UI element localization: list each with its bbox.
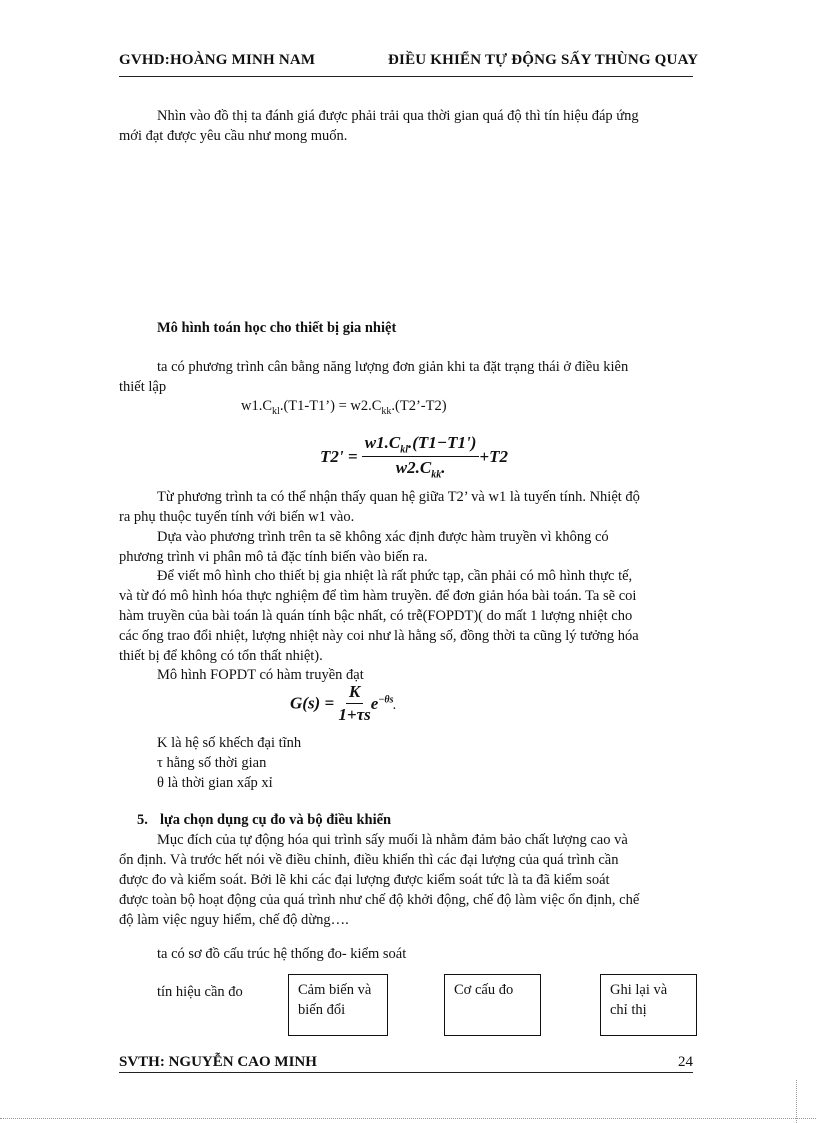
- eq2-lhs: T2' =: [320, 446, 358, 466]
- definition-k: K là hệ số khếch đại tĩnh: [157, 735, 302, 751]
- header-divider: [119, 76, 693, 77]
- eq2-den-text: w2.C: [395, 458, 432, 478]
- box-record-line-1: Ghi lại và: [610, 982, 668, 998]
- section5-line-5: độ làm việc nguy hiểm, chế độ dừng….: [119, 912, 349, 928]
- eq2-num-rest: .(T1−T1'): [408, 433, 477, 452]
- section5-title: lựa chọn dụng cụ đo và bộ điều khiển: [160, 812, 392, 828]
- diagram-input-label: tín hiệu cần đo: [157, 984, 243, 1000]
- footer-author: SVTH: NGUYỄN CAO MINH: [119, 1054, 317, 1070]
- box-record-line-2: chỉ thị: [610, 1002, 647, 1018]
- eq2-num-sub: kl: [400, 444, 409, 456]
- eq1-lhs: w1.C: [241, 398, 273, 414]
- model-p4-line-4: các ống trao đổi nhiệt, lượng nhiệt này coi như là hằng số, đồng thời ta cũng lý tưởng hóa: [119, 628, 639, 644]
- eq3-exp-group: [371, 694, 396, 713]
- section5-line-4: được toàn bộ hoạt động của quá trình như chế độ khởi động, chế độ làm việc ổn định, chế: [119, 892, 640, 908]
- intro-line-1: Nhìn vào đồ thị ta đánh giá được phải trải qua thời gian quá độ thì tín hiệu đáp ứng: [157, 108, 639, 124]
- model-p3-line-1: Dựa vào phương trình trên ta sẽ không xác định được hàm truyền vì không có: [157, 529, 609, 545]
- definition-tau: τ hằng số thời gian: [157, 755, 267, 771]
- equation-fopdt: [290, 682, 396, 725]
- eq2-denominator: [396, 457, 446, 480]
- section5-line-1: Mục đích của tự động hóa qui trình sấy muối là nhằm đảm bảo chất lượng cao và: [157, 832, 628, 848]
- model-p4-line-1: Để viết mô hình cho thiết bị gia nhiệt là rất phức tạp, cần phải có mô hình thực tế,: [157, 568, 633, 584]
- model-p2-line-2: ra phụ thuộc tuyến tính với biến w1 vào.: [119, 509, 355, 525]
- definition-theta: θ là thời gian xấp xỉ: [157, 775, 273, 791]
- diagram-box-sensor: [288, 974, 388, 1036]
- eq3-lhs: G(s) =: [290, 693, 335, 713]
- model-p2-line-1: Từ phương trình ta có thể nhận thấy quan hệ giữa T2’ và w1 là tuyến tính. Nhiệt độ: [157, 489, 640, 505]
- eq2-den-rest: .: [441, 458, 446, 478]
- diagram-caption: ta có sơ đồ cấu trúc hệ thống đo- kiểm soát: [157, 946, 407, 962]
- section5-line-3: được đo và kiểm soát. Bởi lẽ khi các đại lượng được kiểm soát tức là ta đã kiểm soát: [119, 872, 610, 888]
- eq2-fraction: [362, 433, 480, 481]
- eq3-exp-base: e: [370, 693, 379, 713]
- eq1-mid: .(T1-T1’) = w2.C: [279, 398, 382, 414]
- header-author: GVHD:HOÀNG MINH NAM: [119, 52, 316, 68]
- header-title: ĐIỀU KHIỂN TỰ ĐỘNG SẤY THÙNG QUAY: [388, 52, 699, 68]
- box-sensor-line-1: Cảm biến và: [298, 982, 372, 998]
- eq3-denominator: 1+τs: [338, 705, 371, 724]
- equation-t2-prime: [320, 433, 508, 481]
- eq3-tail: .: [393, 700, 396, 712]
- model-p5: Mô hình FOPDT có hàm truyền đạt: [157, 667, 364, 683]
- eq1-mid-sub: kk: [381, 405, 392, 417]
- section5-line-2: ổn định. Và trước hết nói về điều chỉnh, điều khiển thì các đại lượng của quá trình cần: [119, 852, 619, 868]
- equation-energy-balance: [241, 396, 447, 422]
- eq2-tail: +T2: [479, 446, 508, 466]
- eq3-fraction: [338, 682, 370, 725]
- eq3-exp: −θs: [378, 693, 394, 705]
- section5-number: 5.: [137, 812, 148, 828]
- footer-divider: [119, 1072, 693, 1073]
- eq2-num-text: w1.C: [364, 433, 401, 452]
- model-p1-line-1: ta có phương trình cân bằng năng lượng đơn giản khi ta đặt trạng thái ở điều kiên: [157, 359, 629, 375]
- box-measure-label: Cơ cấu đo: [454, 982, 514, 998]
- eq1-rhs: .(T2’-T2): [391, 398, 447, 414]
- page-corner-dotted: [796, 1080, 797, 1123]
- model-p4-line-2: và từ đó mô hình hóa thực nghiệm để tìm hàm truyền. để đơn giản hóa bài toán. Ta sẽ coi: [119, 588, 637, 604]
- model-p4-line-5: thiết bị để không có tổn thất nhiệt).: [119, 648, 323, 664]
- diagram-box-measure: [444, 974, 541, 1036]
- eq2-den-sub: kk: [431, 469, 442, 481]
- eq2-numerator: [362, 433, 480, 457]
- page-number: 24: [678, 1054, 693, 1070]
- eq1-lhs-sub: kl: [272, 405, 280, 417]
- model-p1-line-2: thiết lập: [119, 379, 167, 395]
- diagram-box-record: [600, 974, 697, 1036]
- section-title-model: Mô hình toán học cho thiết bị gia nhiệt: [157, 320, 397, 336]
- box-sensor-line-2: biến đổi: [298, 1002, 346, 1018]
- intro-line-2: mới đạt được yêu cầu như mong muốn.: [119, 128, 348, 144]
- eq3-numerator: K: [346, 682, 363, 704]
- model-p3-line-2: phương trình vi phân mô tả đặc tính biến vào biến ra.: [119, 549, 428, 565]
- model-p4-line-3: hàm truyền của bài toán là quán tính bậc nhất, có trễ(FOPDT)( do mất 1 lượng nhiệt cho: [119, 608, 633, 624]
- page-edge-dotted: [0, 1118, 816, 1119]
